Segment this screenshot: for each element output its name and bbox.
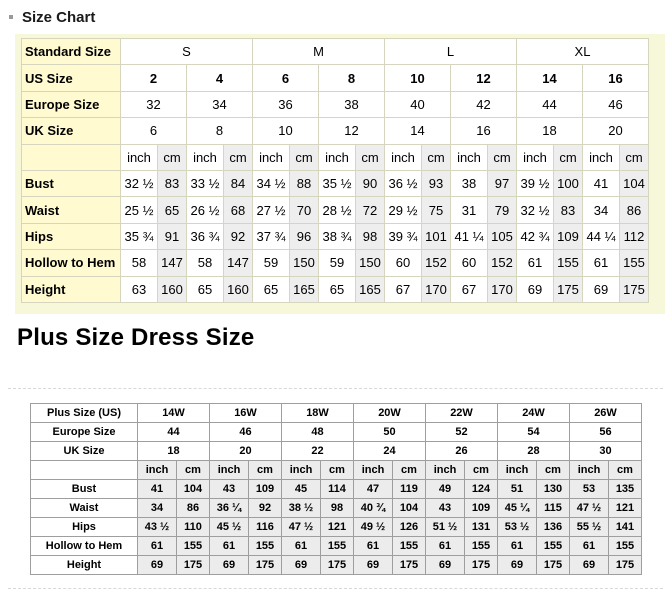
unit-inch: inch — [451, 144, 488, 170]
measurement-label: Hips — [31, 518, 138, 537]
value-cm: 175 — [393, 556, 426, 575]
us-size-row — [22, 65, 649, 91]
plus-measurement-rows — [31, 480, 642, 575]
value-inch: 26 ½ — [187, 197, 224, 223]
value-inch: 36 ¾ — [187, 223, 224, 249]
value-inch: 47 ½ — [282, 518, 321, 537]
value-cm: 170 — [488, 276, 517, 302]
unit-cm: cm — [488, 144, 517, 170]
value-inch: 69 — [426, 556, 465, 575]
unit-row — [22, 144, 649, 170]
value-cm: 88 — [290, 170, 319, 196]
value-cm: 84 — [224, 170, 253, 196]
us-size-label: US Size — [22, 65, 121, 91]
value-cm: 109 — [465, 499, 498, 518]
value-cm: 175 — [620, 276, 649, 302]
value-cm: 109 — [249, 480, 282, 499]
value-cm: 131 — [465, 518, 498, 537]
standard-size-table — [21, 38, 649, 303]
value-inch: 32 ½ — [121, 170, 158, 196]
value-cm: 98 — [356, 223, 385, 249]
unit-inch: inch — [253, 144, 290, 170]
standard-size-cell: L — [385, 39, 517, 65]
value-inch: 61 — [282, 537, 321, 556]
plus-size-cell: 26W — [570, 404, 642, 423]
value-cm: 92 — [249, 499, 282, 518]
unit-cm: cm — [393, 461, 426, 480]
size-chart-title: Size Chart — [22, 8, 96, 26]
plus-uk-cell: 30 — [570, 442, 642, 461]
measurement-label: Hollow to Hem — [22, 250, 121, 276]
value-inch: 38 ¾ — [319, 223, 356, 249]
value-inch: 69 — [517, 276, 554, 302]
value-cm: 90 — [356, 170, 385, 196]
value-cm: 175 — [554, 276, 583, 302]
value-inch: 61 — [583, 250, 620, 276]
plus-uk-cell: 24 — [354, 442, 426, 461]
plus-europe-cell: 44 — [138, 423, 210, 442]
value-cm: 104 — [393, 499, 426, 518]
value-inch: 51 — [498, 480, 537, 499]
measurement-row — [31, 537, 642, 556]
europe-size-cell: 40 — [385, 91, 451, 117]
value-cm: 170 — [422, 276, 451, 302]
plus-uk-cell: 20 — [210, 442, 282, 461]
value-cm: 126 — [393, 518, 426, 537]
divider — [8, 388, 663, 389]
unit-inch: inch — [517, 144, 554, 170]
value-cm: 115 — [537, 499, 570, 518]
plus-europe-cell: 52 — [426, 423, 498, 442]
value-cm: 101 — [422, 223, 451, 249]
measurement-label: Waist — [22, 197, 121, 223]
value-inch: 33 ½ — [187, 170, 224, 196]
value-cm: 175 — [537, 556, 570, 575]
value-inch: 38 — [451, 170, 488, 196]
value-inch: 43 — [210, 480, 249, 499]
value-inch: 47 — [354, 480, 393, 499]
unit-cm: cm — [620, 144, 649, 170]
value-cm: 93 — [422, 170, 451, 196]
value-inch: 69 — [354, 556, 393, 575]
value-inch: 65 — [319, 276, 356, 302]
value-inch: 61 — [354, 537, 393, 556]
value-inch: 45 ½ — [210, 518, 249, 537]
value-cm: 114 — [321, 480, 354, 499]
unit-cm: cm — [158, 144, 187, 170]
value-cm: 100 — [554, 170, 583, 196]
value-inch: 34 ½ — [253, 170, 290, 196]
plus-uk-cell: 18 — [138, 442, 210, 461]
measurement-row — [22, 223, 649, 249]
europe-size-cell: 38 — [319, 91, 385, 117]
unit-inch: inch — [138, 461, 177, 480]
plus-size-title: Plus Size Dress Size — [17, 324, 255, 351]
unit-cm: cm — [177, 461, 210, 480]
value-inch: 61 — [426, 537, 465, 556]
value-inch: 34 — [583, 197, 620, 223]
value-inch: 59 — [319, 250, 356, 276]
value-inch: 53 — [570, 480, 609, 499]
plus-unit-row-label — [31, 461, 138, 480]
europe-size-row — [22, 91, 649, 117]
europe-size-label: Europe Size — [22, 91, 121, 117]
plus-uk-cell: 28 — [498, 442, 570, 461]
plus-europe-cell: 48 — [282, 423, 354, 442]
us-size-cell: 8 — [319, 65, 385, 91]
plus-europe-cell: 56 — [570, 423, 642, 442]
measurement-row — [31, 499, 642, 518]
europe-size-cell: 34 — [187, 91, 253, 117]
size-chart-heading — [0, 0, 665, 34]
unit-cm: cm — [321, 461, 354, 480]
value-inch: 69 — [138, 556, 177, 575]
value-inch: 58 — [121, 250, 158, 276]
value-inch: 32 ½ — [517, 197, 554, 223]
value-inch: 63 — [121, 276, 158, 302]
plus-uk-row — [31, 442, 642, 461]
value-cm: 155 — [465, 537, 498, 556]
plus-size-cell: 20W — [354, 404, 426, 423]
value-cm: 152 — [422, 250, 451, 276]
measurement-label: Bust — [31, 480, 138, 499]
value-cm: 175 — [465, 556, 498, 575]
europe-size-cell: 46 — [583, 91, 649, 117]
value-inch: 69 — [210, 556, 249, 575]
value-inch: 41 — [138, 480, 177, 499]
us-size-cell: 10 — [385, 65, 451, 91]
unit-cm: cm — [224, 144, 253, 170]
plus-europe-label: Europe Size — [31, 423, 138, 442]
value-inch: 49 ½ — [354, 518, 393, 537]
value-cm: 112 — [620, 223, 649, 249]
plus-size-cell: 22W — [426, 404, 498, 423]
unit-inch: inch — [583, 144, 620, 170]
unit-inch: inch — [210, 461, 249, 480]
plus-size-label: Plus Size (US) — [31, 404, 138, 423]
measurement-label: Bust — [22, 170, 121, 196]
value-inch: 28 ½ — [319, 197, 356, 223]
unit-inch: inch — [426, 461, 465, 480]
value-cm: 150 — [290, 250, 319, 276]
unit-cm: cm — [554, 144, 583, 170]
value-inch: 67 — [451, 276, 488, 302]
value-cm: 175 — [321, 556, 354, 575]
value-inch: 45 — [282, 480, 321, 499]
plus-size-row — [31, 404, 642, 423]
value-inch: 25 ½ — [121, 197, 158, 223]
value-cm: 70 — [290, 197, 319, 223]
measurement-label: Hips — [22, 223, 121, 249]
unit-inch: inch — [319, 144, 356, 170]
value-cm: 121 — [609, 499, 642, 518]
divider — [8, 588, 663, 589]
value-cm: 124 — [465, 480, 498, 499]
value-inch: 53 ½ — [498, 518, 537, 537]
value-cm: 147 — [158, 250, 187, 276]
value-cm: 79 — [488, 197, 517, 223]
value-inch: 37 ¾ — [253, 223, 290, 249]
unit-inch: inch — [570, 461, 609, 480]
value-inch: 65 — [187, 276, 224, 302]
value-cm: 150 — [356, 250, 385, 276]
unit-row-label — [22, 144, 121, 170]
measurement-row — [31, 480, 642, 499]
standard-size-row — [22, 39, 649, 65]
value-cm: 104 — [177, 480, 210, 499]
value-cm: 165 — [356, 276, 385, 302]
value-cm: 141 — [609, 518, 642, 537]
value-inch: 34 — [138, 499, 177, 518]
standard-size-label: Standard Size — [22, 39, 121, 65]
unit-cm: cm — [249, 461, 282, 480]
value-cm: 83 — [554, 197, 583, 223]
plus-uk-cell: 26 — [426, 442, 498, 461]
value-inch: 39 ¾ — [385, 223, 422, 249]
measurement-row — [22, 250, 649, 276]
value-inch: 67 — [385, 276, 422, 302]
value-cm: 96 — [290, 223, 319, 249]
value-inch: 43 ½ — [138, 518, 177, 537]
standard-size-cell: M — [253, 39, 385, 65]
value-inch: 39 ½ — [517, 170, 554, 196]
plus-size-cell: 14W — [138, 404, 210, 423]
value-inch: 65 — [253, 276, 290, 302]
uk-size-row — [22, 118, 649, 144]
value-inch: 58 — [187, 250, 224, 276]
uk-size-cell: 8 — [187, 118, 253, 144]
value-inch: 41 — [583, 170, 620, 196]
value-cm: 110 — [177, 518, 210, 537]
value-cm: 136 — [537, 518, 570, 537]
value-inch: 31 — [451, 197, 488, 223]
value-inch: 27 ½ — [253, 197, 290, 223]
plus-europe-row — [31, 423, 642, 442]
value-cm: 155 — [177, 537, 210, 556]
unit-cm: cm — [290, 144, 319, 170]
standard-size-cell: S — [121, 39, 253, 65]
value-cm: 97 — [488, 170, 517, 196]
us-size-cell: 14 — [517, 65, 583, 91]
value-inch: 41 ¼ — [451, 223, 488, 249]
value-inch: 51 ½ — [426, 518, 465, 537]
value-cm: 160 — [158, 276, 187, 302]
value-inch: 61 — [570, 537, 609, 556]
europe-size-cell: 42 — [451, 91, 517, 117]
value-inch: 35 ½ — [319, 170, 356, 196]
value-inch: 69 — [583, 276, 620, 302]
measurement-row — [31, 556, 642, 575]
plus-uk-label: UK Size — [31, 442, 138, 461]
plus-size-cell: 18W — [282, 404, 354, 423]
value-inch: 61 — [498, 537, 537, 556]
value-inch: 45 ¼ — [498, 499, 537, 518]
value-inch: 47 ½ — [570, 499, 609, 518]
uk-size-cell: 14 — [385, 118, 451, 144]
value-cm: 155 — [620, 250, 649, 276]
value-inch: 40 ¾ — [354, 499, 393, 518]
value-inch: 61 — [517, 250, 554, 276]
plus-europe-cell: 46 — [210, 423, 282, 442]
value-cm: 135 — [609, 480, 642, 499]
unit-inch: inch — [385, 144, 422, 170]
value-cm: 155 — [249, 537, 282, 556]
value-cm: 75 — [422, 197, 451, 223]
value-cm: 155 — [554, 250, 583, 276]
unit-cm: cm — [422, 144, 451, 170]
us-size-cell: 4 — [187, 65, 253, 91]
value-cm: 175 — [177, 556, 210, 575]
value-inch: 60 — [385, 250, 422, 276]
value-inch: 61 — [210, 537, 249, 556]
value-inch: 59 — [253, 250, 290, 276]
plus-size-table — [30, 403, 642, 575]
value-inch: 36 ½ — [385, 170, 422, 196]
value-inch: 69 — [498, 556, 537, 575]
value-inch: 38 ½ — [282, 499, 321, 518]
unit-inch: inch — [187, 144, 224, 170]
value-cm: 72 — [356, 197, 385, 223]
value-cm: 65 — [158, 197, 187, 223]
unit-cm: cm — [537, 461, 570, 480]
value-cm: 98 — [321, 499, 354, 518]
plus-size-cell: 16W — [210, 404, 282, 423]
uk-size-cell: 6 — [121, 118, 187, 144]
value-inch: 43 — [426, 499, 465, 518]
us-size-cell: 16 — [583, 65, 649, 91]
measurement-label: Height — [31, 556, 138, 575]
europe-size-cell: 36 — [253, 91, 319, 117]
value-cm: 155 — [537, 537, 570, 556]
uk-size-cell: 20 — [583, 118, 649, 144]
plus-size-cell: 24W — [498, 404, 570, 423]
value-cm: 91 — [158, 223, 187, 249]
value-inch: 35 ¾ — [121, 223, 158, 249]
value-inch: 61 — [138, 537, 177, 556]
value-cm: 175 — [609, 556, 642, 575]
unit-inch: inch — [121, 144, 158, 170]
measurement-row — [31, 518, 642, 537]
value-cm: 116 — [249, 518, 282, 537]
value-cm: 155 — [609, 537, 642, 556]
value-cm: 121 — [321, 518, 354, 537]
measurement-rows — [22, 170, 649, 302]
value-inch: 69 — [570, 556, 609, 575]
uk-size-cell: 16 — [451, 118, 517, 144]
measurement-label: Hollow to Hem — [31, 537, 138, 556]
value-cm: 119 — [393, 480, 426, 499]
plus-europe-cell: 50 — [354, 423, 426, 442]
uk-size-label: UK Size — [22, 118, 121, 144]
measurement-row — [22, 170, 649, 196]
value-cm: 92 — [224, 223, 253, 249]
value-cm: 160 — [224, 276, 253, 302]
uk-size-cell: 10 — [253, 118, 319, 144]
value-cm: 130 — [537, 480, 570, 499]
value-cm: 152 — [488, 250, 517, 276]
value-inch: 42 ¾ — [517, 223, 554, 249]
value-inch: 60 — [451, 250, 488, 276]
standard-size-cell: XL — [517, 39, 649, 65]
uk-size-cell: 18 — [517, 118, 583, 144]
uk-size-cell: 12 — [319, 118, 385, 144]
value-cm: 86 — [620, 197, 649, 223]
europe-size-cell: 32 — [121, 91, 187, 117]
unit-cm: cm — [465, 461, 498, 480]
unit-inch: inch — [282, 461, 321, 480]
value-cm: 175 — [249, 556, 282, 575]
measurement-label: Waist — [31, 499, 138, 518]
value-inch: 44 ¼ — [583, 223, 620, 249]
measurement-row — [22, 276, 649, 302]
value-cm: 155 — [393, 537, 426, 556]
us-size-cell: 2 — [121, 65, 187, 91]
value-cm: 83 — [158, 170, 187, 196]
value-cm: 105 — [488, 223, 517, 249]
value-inch: 69 — [282, 556, 321, 575]
value-cm: 86 — [177, 499, 210, 518]
value-cm: 165 — [290, 276, 319, 302]
us-size-cell: 12 — [451, 65, 517, 91]
unit-cm: cm — [609, 461, 642, 480]
value-cm: 104 — [620, 170, 649, 196]
unit-cm: cm — [356, 144, 385, 170]
bullet-icon — [9, 15, 13, 19]
value-cm: 68 — [224, 197, 253, 223]
plus-europe-cell: 54 — [498, 423, 570, 442]
value-inch: 49 — [426, 480, 465, 499]
us-size-cell: 6 — [253, 65, 319, 91]
value-inch: 55 ½ — [570, 518, 609, 537]
value-cm: 155 — [321, 537, 354, 556]
value-inch: 36 ¼ — [210, 499, 249, 518]
value-inch: 29 ½ — [385, 197, 422, 223]
value-cm: 109 — [554, 223, 583, 249]
plus-uk-cell: 22 — [282, 442, 354, 461]
plus-unit-row — [31, 461, 642, 480]
measurement-label: Height — [22, 276, 121, 302]
unit-inch: inch — [354, 461, 393, 480]
measurement-row — [22, 197, 649, 223]
value-cm: 147 — [224, 250, 253, 276]
europe-size-cell: 44 — [517, 91, 583, 117]
unit-inch: inch — [498, 461, 537, 480]
